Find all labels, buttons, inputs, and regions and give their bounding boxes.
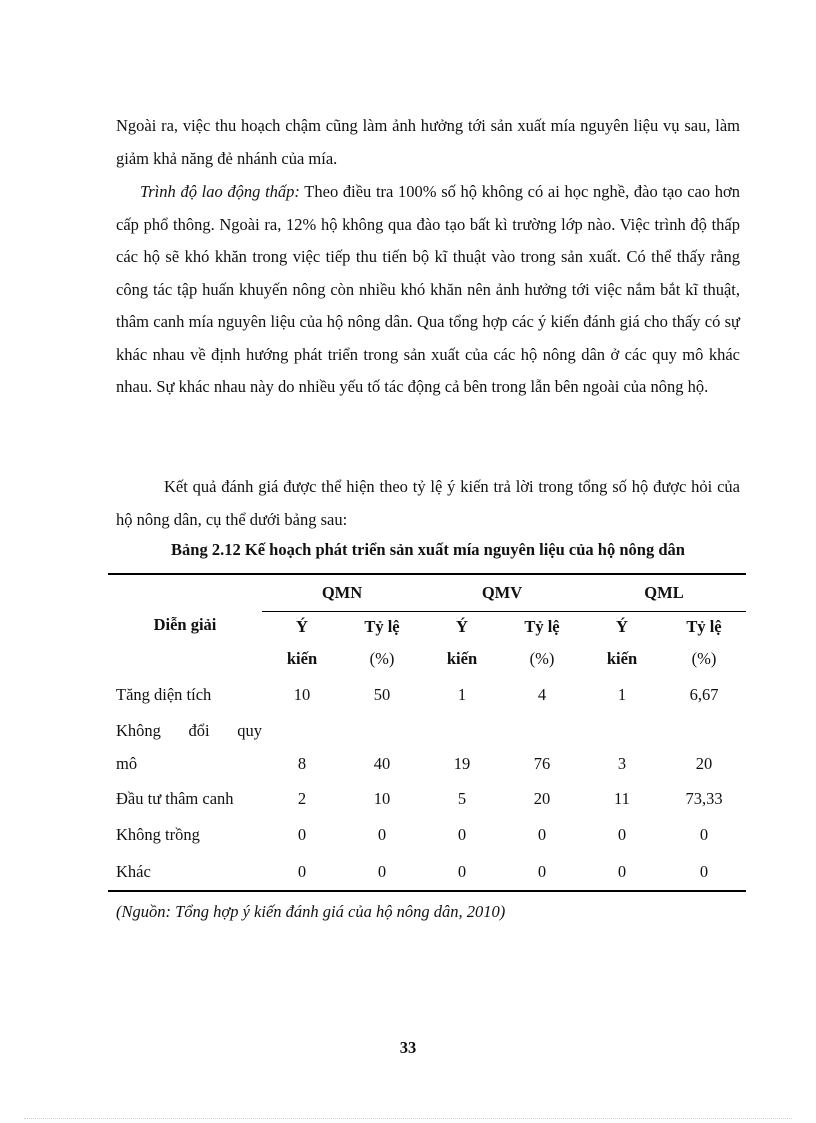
cell-value: 2 — [297, 789, 307, 808]
cell-value: 8 — [297, 754, 307, 773]
paragraph-body: Theo điều tra 100% số hộ không có ai học nghề, đào tạo cao hơn cấp phổ thông. Ngoài ra, 12% hộ không qua đào tạo bất kì trường lớp nào. Việc trình độ thấp các hộ sẽ khó khăn trong việc tiếp thu tiến bộ kĩ thuật vào trong sản xuất. Có thể thấy rằng công tác tập huấn khuyến nông còn nhiều khó khăn nên ảnh hưởng tới việc nắm bắt kĩ thuật, thâm canh mía nguyên liệu của hộ nông dân. Qua tổng hợp các ý kiến đánh giá cho thấy có sự khác nhau về định hướng phát triển trong sản xuất của các hộ nông dân ở các quy mô khác nhau. Sự khác nhau này do nhiều yếu tố tác động cả bên trong lẫn bên ngoài của nông hộ. — [116, 182, 741, 396]
page-bottom-divider — [24, 1118, 792, 1119]
cell-value: 0 — [617, 825, 627, 844]
paragraph-harvest: Ngoài ra, việc thu hoạch chậm cũng làm ảnh hưởng tới sản xuất mía nguyên liệu vụ sau, làm giảm khả năng đẻ nhánh của mía. — [116, 116, 740, 168]
row-label-line2: mô — [116, 754, 138, 773]
cell-value: 6,67 — [689, 684, 719, 704]
cell-value: 11 — [614, 789, 630, 808]
table-row — [108, 817, 746, 853]
cell-value: 1 — [617, 684, 627, 704]
table-row — [108, 747, 746, 781]
group-header-qmv: QMV — [422, 574, 582, 611]
cell-value: 0 — [377, 825, 387, 844]
cell-value: 1 — [457, 684, 467, 704]
sub-header-y-kien-line2: kiến — [446, 649, 478, 668]
cell-value: 0 — [662, 853, 746, 891]
group-header-qml: QML — [582, 574, 746, 611]
cell-value: 10 — [293, 684, 311, 704]
sub-header-percent: (%) — [691, 649, 717, 668]
cell-value: 3 — [617, 754, 627, 773]
sub-header-y-kien: Ý — [456, 617, 468, 637]
cell-value: 73,33 — [685, 789, 723, 808]
cell-value: 0 — [297, 825, 307, 844]
cell-value: 40 — [373, 754, 391, 773]
page-number: 33 — [399, 1038, 417, 1057]
cell-value: 50 — [373, 684, 391, 704]
cell-value: 0 — [457, 825, 467, 844]
cell-value: 0 — [342, 853, 422, 891]
group-header-qmn: QMN — [262, 574, 422, 611]
cell-value: 0 — [422, 853, 502, 891]
sub-header-y-kien: Ý — [616, 617, 628, 637]
table-source-note: (Nguồn: Tổng hợp ý kiến đánh giá của hộ nông dân, 2010) — [116, 902, 506, 921]
cell-value: 4 — [537, 684, 547, 704]
sub-header-y-kien-line2: kiến — [606, 649, 638, 668]
table-row — [108, 781, 746, 817]
sub-header-ty-le: Tỷ lệ — [364, 617, 400, 637]
cell-value: 0 — [537, 825, 547, 844]
cell-value: 0 — [262, 853, 342, 891]
table-header-row-groups — [108, 574, 746, 611]
cell-value: 10 — [373, 789, 391, 808]
table-row — [108, 714, 746, 747]
sub-header-percent: (%) — [529, 649, 555, 668]
cell-value: 0 — [502, 853, 582, 891]
row-label: Không trồng — [116, 825, 200, 844]
sub-header-ty-le: Tỷ lệ — [686, 617, 722, 637]
cell-value: 20 — [695, 754, 713, 773]
paragraph-results-intro: Kết quả đánh giá được thể hiện theo tỷ lệ ý kiến trả lời trong tổng số hộ được hỏi của hộ nông dân, cụ thể dưới bảng sau: — [116, 477, 740, 529]
row-label-line1: Không đổi quy — [116, 720, 262, 740]
plan-table — [108, 573, 746, 892]
table-row — [108, 675, 746, 714]
cell-value: 19 — [453, 754, 471, 773]
table-caption: Bảng 2.12 Kế hoạch phát triển sản xuất mía nguyên liệu của hộ nông dân — [171, 540, 685, 559]
cell-value: 76 — [533, 754, 551, 773]
sub-header-percent: (%) — [369, 649, 395, 668]
cell-value: 0 — [582, 853, 662, 891]
row-label: Khác — [108, 853, 262, 891]
sub-header-ty-le: Tỷ lệ — [524, 617, 560, 637]
cell-value: 20 — [533, 789, 551, 808]
cell-value: 0 — [699, 825, 709, 844]
row-header-cell: Diễn giải — [108, 574, 262, 675]
sub-header-y-kien-line2: kiến — [286, 649, 318, 668]
table-row — [108, 853, 746, 891]
sub-header-y-kien: Ý — [296, 617, 308, 637]
cell-value: 5 — [457, 789, 467, 808]
paragraph-labor-skill — [116, 176, 740, 404]
row-label: Đầu tư thâm canh — [116, 789, 234, 808]
paragraph-lead-italic: Trình độ lao động thấp: — [140, 182, 300, 201]
row-label: Tăng diện tích — [116, 684, 212, 704]
